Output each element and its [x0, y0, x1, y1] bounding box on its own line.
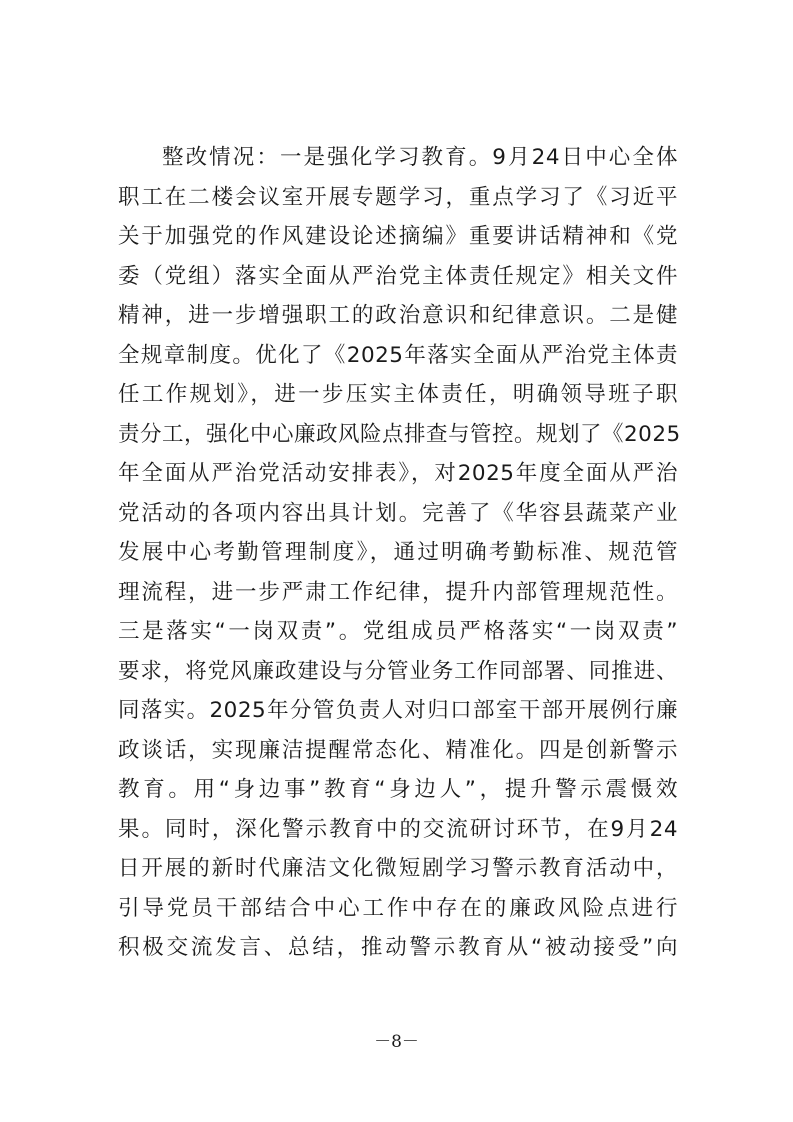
text-line: 关于加强党的作风建设论述摘编》重要讲话精神和《党	[118, 224, 678, 249]
body-paragraph	[118, 138, 681, 968]
text-line: 党活动的各项内容出具计划。完善了《华容县蔬菜产业	[118, 500, 678, 526]
text-line: 全规章制度。优化了《2025年落实全面从严治党主体责	[118, 342, 678, 368]
text-line: 委（党组）落实全面从严治党主体责任规定》相关文件	[118, 263, 678, 289]
text-line: 任工作规划》，进一步压实主体责任，明确领导班子职	[118, 382, 678, 407]
text-line: 果。同时，深化警示教育中的交流研讨环节，在9月24	[118, 816, 678, 842]
text-line: 理流程，进一步严肃工作纪律，提升内部管理规范性。	[118, 579, 678, 605]
text-line: 政谈话，实现廉洁提醒常态化、精准化。四是创新警示	[118, 737, 678, 763]
text-line: 要求，将党风廉政建设与分管业务工作同部署、同推进、	[118, 658, 678, 684]
text-line: 积极交流发言、总结，推动警示教育从“被动接受”向	[118, 935, 678, 960]
page-number: －8－	[374, 1032, 419, 1052]
text-line: 三是落实“一岗双责”。党组成员严格落实“一岗双责”	[118, 619, 678, 644]
text-line: 责分工，强化中心廉政风险点排查与管控。规划了《2025	[118, 421, 681, 447]
text-line: 同落实。2025年分管负责人对归口部室干部开展例行廉	[118, 698, 678, 723]
text-line: 引导党员干部结合中心工作中存在的廉政风险点进行	[118, 895, 678, 921]
text-line: 精神，进一步增强职工的政治意识和纪律意识。二是健	[118, 303, 678, 328]
text-line: 职工在二楼会议室开展专题学习，重点学习了《习近平	[118, 184, 678, 210]
text-line: 教育。用“身边事”教育“身边人”，提升警示震慑效	[118, 777, 678, 802]
text-line: 发展中心考勤管理制度》，通过明确考勤标准、规范管	[118, 540, 678, 565]
text-line: 整改情况：一是强化学习教育。9月24日中心全体	[162, 145, 678, 170]
text-line: 年全面从严治党活动安排表》，对2025年度全面从严治	[118, 461, 678, 486]
text-line: 日开展的新时代廉洁文化微短剧学习警示教育活动中，	[118, 856, 678, 881]
